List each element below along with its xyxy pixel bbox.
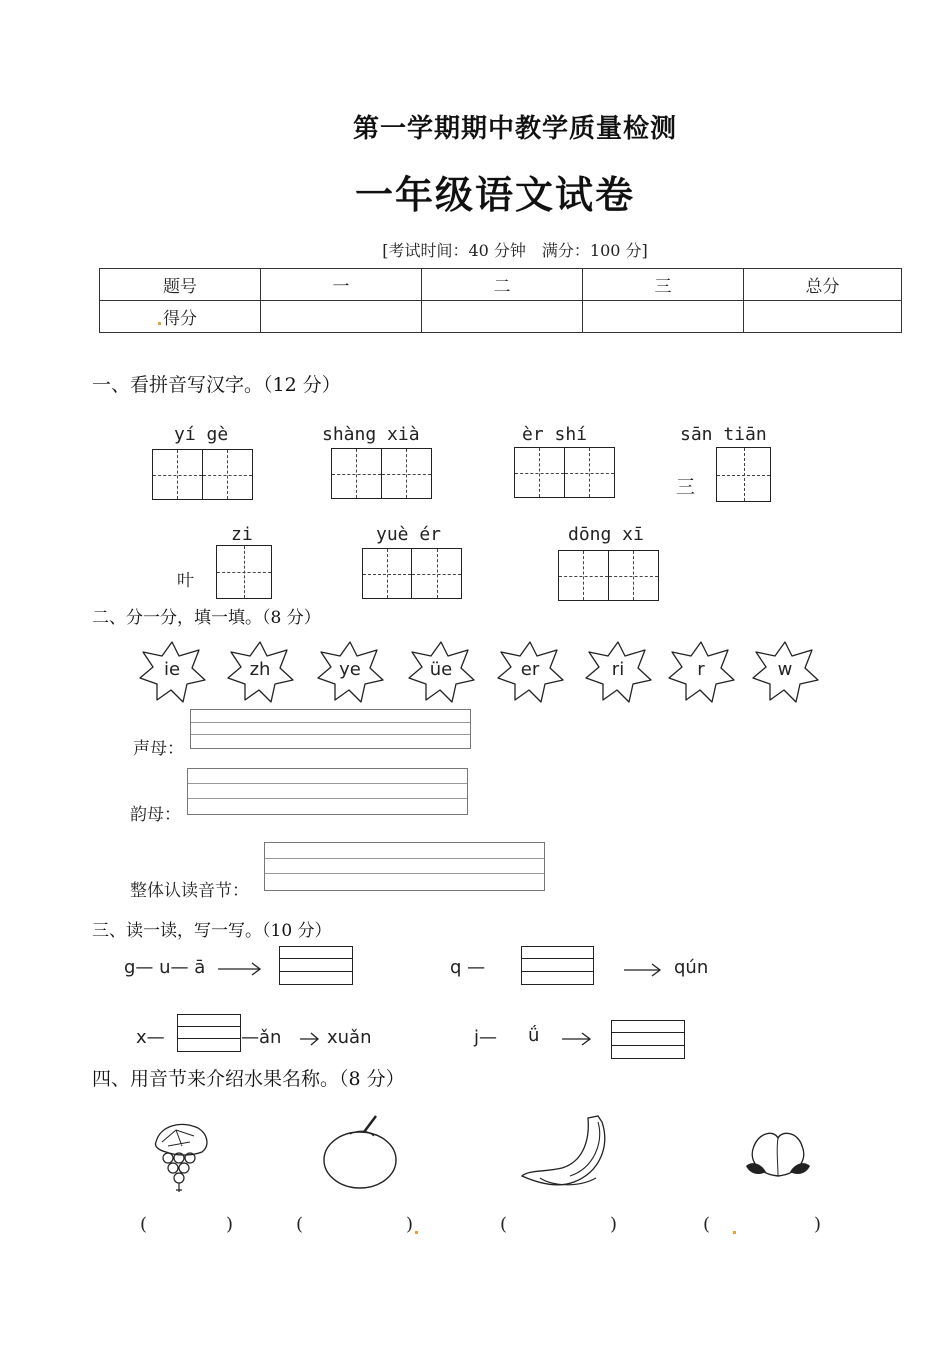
answer-box[interactable] xyxy=(177,1014,241,1052)
leaf-card[interactable] xyxy=(666,640,736,704)
open-paren: ( xyxy=(140,1214,148,1235)
zhengti-label: 整体认读音节： xyxy=(130,881,249,901)
spelling-result: qún xyxy=(674,957,709,978)
leaf-text: ie xyxy=(163,659,181,680)
tianzige-grid[interactable] xyxy=(514,447,615,498)
section1-heading: 一、看拼音写汉字。（12 分） xyxy=(92,374,341,396)
score-row-label: 得分 xyxy=(100,301,261,333)
open-paren: ( xyxy=(703,1214,711,1235)
leaf-text: ye xyxy=(339,659,361,680)
leaf-card[interactable] xyxy=(315,640,385,704)
pinyin-label: zi xyxy=(231,524,253,545)
open-paren: ( xyxy=(500,1214,508,1235)
banana-icon xyxy=(518,1112,614,1192)
close-paren: ) xyxy=(814,1214,822,1235)
spelling-sequence: —ǎn xyxy=(241,1027,282,1048)
pinyin-label: shàng xià xyxy=(322,424,420,445)
fruit-answer-blank[interactable] xyxy=(512,1212,608,1238)
score-input-cell[interactable] xyxy=(261,301,422,333)
leaf-text: zh xyxy=(249,659,271,680)
fruit-answer-blank[interactable] xyxy=(715,1212,811,1238)
open-paren: ( xyxy=(296,1214,304,1235)
section4-heading: 四、用音节来介绍水果名称。（8 分） xyxy=(92,1068,405,1090)
score-table-score-row xyxy=(100,301,902,333)
answer-box[interactable] xyxy=(279,946,353,985)
spelling-sequence: ǘ xyxy=(528,1025,540,1046)
section2-heading: 二、分一分，填一填。（8 分） xyxy=(92,608,321,628)
orange-icon xyxy=(320,1112,400,1192)
paper-subtitle: 一年级语文试卷 xyxy=(354,173,635,217)
fruit-answer-blank[interactable] xyxy=(308,1212,404,1238)
leaf-card[interactable] xyxy=(137,640,207,704)
yunmu-label: 韵母： xyxy=(130,805,181,825)
score-cell: 题号 xyxy=(100,269,261,301)
orange-dot-mark xyxy=(733,1231,736,1234)
peach-icon xyxy=(740,1126,816,1186)
spelling-sequence: q — xyxy=(450,957,486,978)
score-cell: 总分 xyxy=(744,269,902,301)
close-paren: ) xyxy=(610,1214,618,1235)
yunmu-answer-lines[interactable] xyxy=(187,768,468,815)
leaf-card[interactable] xyxy=(225,640,295,704)
tianzige-grid[interactable] xyxy=(216,545,272,599)
leaf-text: ri xyxy=(611,659,625,680)
score-cell: 二 xyxy=(422,269,583,301)
orange-dot-mark xyxy=(158,322,161,325)
shengmu-answer-lines[interactable] xyxy=(190,709,471,749)
arrow-right-icon xyxy=(624,961,664,979)
score-input-cell[interactable] xyxy=(422,301,583,333)
leaf-card[interactable] xyxy=(750,640,820,704)
close-paren: ) xyxy=(226,1214,234,1235)
arrow-right-icon xyxy=(300,1030,322,1048)
arrow-right-icon xyxy=(562,1030,594,1048)
arrow-right-icon xyxy=(218,960,264,978)
tianzige-grid[interactable] xyxy=(362,548,462,599)
answer-box[interactable] xyxy=(521,946,594,985)
zhengti-answer-lines[interactable] xyxy=(264,842,545,891)
spelling-sequence: j— xyxy=(474,1027,498,1048)
orange-dot-mark xyxy=(415,1231,418,1234)
leaf-text: w xyxy=(777,659,793,680)
pinyin-label: sān tiān xyxy=(680,424,767,445)
leaf-card[interactable] xyxy=(406,640,476,704)
leaf-text: r xyxy=(697,659,705,680)
exam-title: 第一学期期中教学质量检测 xyxy=(352,114,677,144)
pinyin-label: èr shí xyxy=(522,424,588,445)
score-cell: 一 xyxy=(261,269,422,301)
pinyin-label: dōng xī xyxy=(568,524,644,545)
leaf-card[interactable] xyxy=(583,640,653,704)
score-table-header-row xyxy=(100,269,902,301)
score-table xyxy=(99,268,902,333)
leaf-card[interactable] xyxy=(495,640,565,704)
tianzige-grid[interactable] xyxy=(716,447,771,502)
spelling-result: xuǎn xyxy=(327,1027,372,1048)
score-cell: 三 xyxy=(583,269,744,301)
score-input-cell[interactable] xyxy=(583,301,744,333)
shengmu-label: 声母： xyxy=(133,739,184,759)
tianzige-grid[interactable] xyxy=(152,449,253,500)
tianzige-grid[interactable] xyxy=(558,550,659,601)
tianzige-grid[interactable] xyxy=(331,448,432,499)
section3-heading: 三、读一读，写一写。（10 分） xyxy=(92,921,332,941)
given-character: 叶 xyxy=(177,571,194,591)
leaf-text: er xyxy=(520,659,540,680)
given-character: 三 xyxy=(676,476,696,498)
answer-box[interactable] xyxy=(611,1020,685,1059)
spelling-sequence: g— u— ā xyxy=(124,957,206,978)
pinyin-label: yuè ér xyxy=(376,524,442,545)
exam-info: [考试时间：40 分钟 满分：100 分] xyxy=(382,241,648,260)
grape-icon xyxy=(146,1116,216,1196)
score-input-cell[interactable] xyxy=(744,301,902,333)
fruit-answer-blank[interactable] xyxy=(152,1212,224,1238)
spelling-sequence: x— xyxy=(136,1027,165,1048)
close-paren: ) xyxy=(406,1214,414,1235)
pinyin-label: yí gè xyxy=(174,424,229,445)
leaf-text: üe xyxy=(429,659,453,680)
